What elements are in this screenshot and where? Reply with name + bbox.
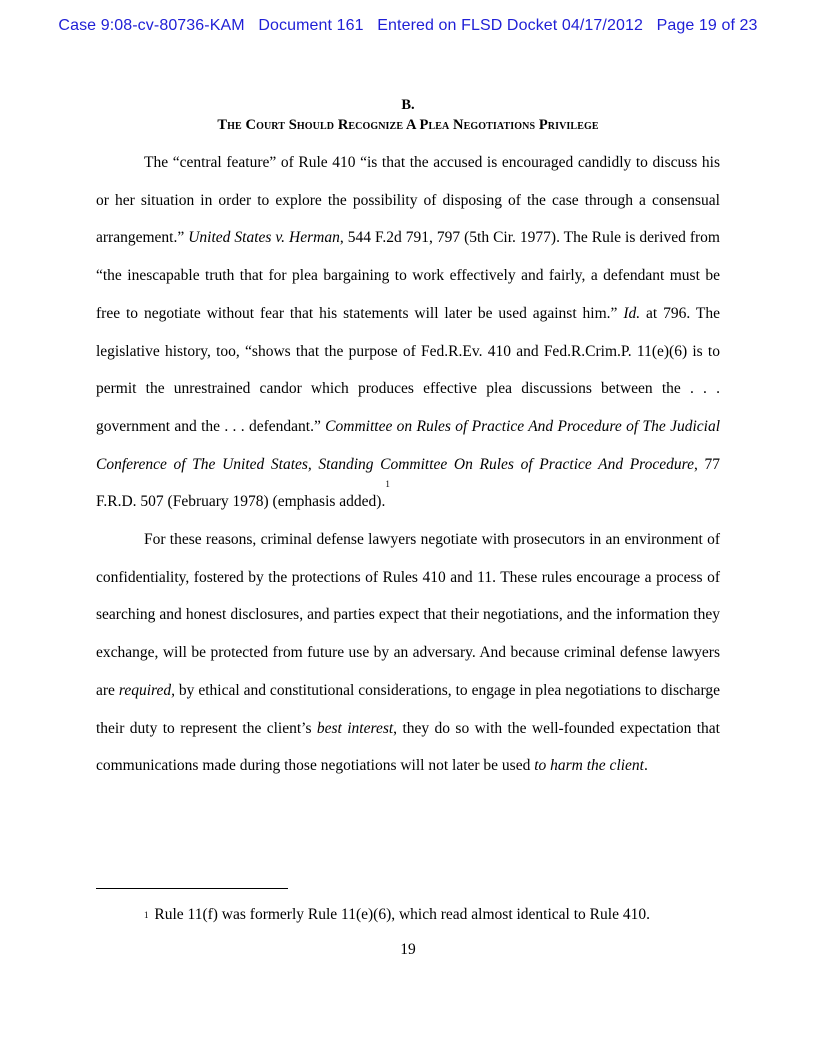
docket-stamp — [0, 17, 816, 35]
footnote-text: Rule 11(f) was formerly Rule 11(e)(6), which read almost identical to Rule 410. — [154, 906, 650, 923]
footnote-divider — [96, 888, 288, 889]
footnote-reference: 1 — [385, 479, 390, 490]
emphasis-best-interest: best interest — [316, 719, 394, 737]
paragraph-1-text — [96, 144, 720, 521]
emphasis-required: required, — [118, 681, 175, 699]
paragraph-for-these-reasons — [96, 521, 720, 785]
id-citation: Id. — [623, 304, 641, 322]
document-number: Document 161 — [258, 17, 364, 34]
page-number: 19 — [400, 941, 416, 958]
section-letter: B. — [401, 97, 415, 113]
paragraph-2-part-4: . — [644, 757, 648, 775]
case-number: Case 9:08-cv-80736-KAM — [58, 17, 245, 34]
paragraph-2-part-3: , they do so with the well-founded expectation that communications made during those negotiations will not later be used — [96, 719, 720, 775]
paragraph-2-part-2: by ethical and constitutional considerations, to engage in plea negotiations to discharge their duty to represent the client’s — [96, 681, 721, 737]
case-citation-herman: United States v. Herman — [188, 229, 340, 247]
paragraph-central-feature — [96, 144, 720, 521]
docket-page: Page 19 of 23 — [656, 17, 758, 34]
docket-entry: Entered on FLSD Docket 04/17/2012 — [377, 17, 643, 34]
footnote-marker: 1 — [144, 910, 149, 920]
paragraph-2-text — [96, 521, 720, 785]
committee-citation: Committee on Rules of Practice And Procedure of The Judicial Conference of The United States, Standing Committee On Rules of Practice And Procedure — [96, 417, 721, 473]
section-title: The Court Should Recognize A Plea Negotiations Privilege — [217, 117, 599, 133]
paragraph-2-part-1: For these reasons, criminal defense lawyers negotiate with prosecutors in an environment of confidentiality, fostered by the protections of Rules 410 and 11. These rules encourage a process of searching and honest disclosures, and parties expect that their negotiations, and the information they exchange, will be protected from future use by an adversary. And because criminal defense lawyers are — [96, 531, 720, 699]
paragraph-1-part-1: The “central feature” of Rule 410 “is that the accused is encouraged candidly to discuss his or her situation in order to explore the possibility of disposing of the case through a consensual arrangement.” — [96, 154, 720, 247]
paragraph-1-part-4: , 77 F.R.D. 507 (February 1978) (emphasis added). — [96, 455, 720, 511]
paragraph-1-part-3: at 796. The legislative history, too, “shows that the purpose of Fed.R.Ev. 410 and Fed.R.Crim.P. 11(e)(6) is to permit the unrestrained candor which produces effective plea discussions between the . . . government and the . . . defendant.” — [96, 304, 720, 435]
footnote-1 — [144, 905, 724, 925]
paragraph-1-part-2: , 544 F.2d 791, 797 (5th Cir. 1977). The Rule is derived from “the inescapable truth that for plea bargaining to work effectively and fairly, a defendant must be free to negotiate without fear that his statements will later be used against him.” — [96, 229, 720, 322]
emphasis-to-harm-the-client: to harm the client — [534, 757, 644, 775]
